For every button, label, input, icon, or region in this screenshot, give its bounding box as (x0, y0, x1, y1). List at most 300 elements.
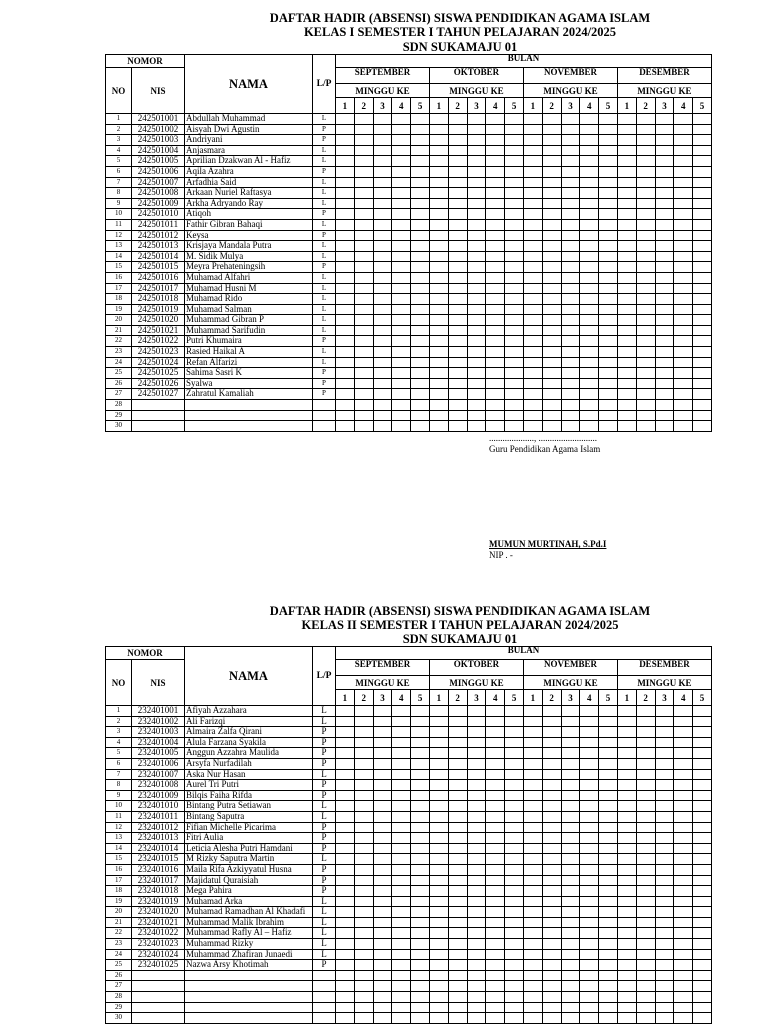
attendance-cell[interactable] (354, 928, 373, 939)
attendance-cell[interactable] (373, 241, 392, 252)
attendance-cell[interactable] (674, 241, 693, 252)
attendance-cell[interactable] (448, 949, 467, 960)
attendance-cell[interactable] (429, 357, 448, 368)
attendance-cell[interactable] (354, 230, 373, 241)
attendance-cell[interactable] (599, 421, 618, 432)
attendance-cell[interactable] (599, 875, 618, 886)
attendance-cell[interactable] (617, 315, 636, 326)
attendance-cell[interactable] (354, 748, 373, 759)
attendance-cell[interactable] (392, 716, 411, 727)
attendance-cell[interactable] (523, 1013, 542, 1024)
attendance-cell[interactable] (411, 992, 430, 1003)
attendance-cell[interactable] (542, 156, 561, 167)
attendance-cell[interactable] (467, 188, 486, 199)
attendance-cell[interactable] (392, 400, 411, 411)
attendance-cell[interactable] (336, 251, 355, 262)
attendance-cell[interactable] (448, 124, 467, 135)
attendance-cell[interactable] (599, 304, 618, 315)
attendance-cell[interactable] (429, 758, 448, 769)
attendance-cell[interactable] (599, 822, 618, 833)
attendance-cell[interactable] (580, 875, 599, 886)
attendance-cell[interactable] (505, 421, 524, 432)
attendance-cell[interactable] (636, 769, 655, 780)
attendance-cell[interactable] (429, 400, 448, 411)
attendance-cell[interactable] (523, 283, 542, 294)
attendance-cell[interactable] (636, 992, 655, 1003)
attendance-cell[interactable] (429, 769, 448, 780)
attendance-cell[interactable] (448, 737, 467, 748)
attendance-cell[interactable] (354, 315, 373, 326)
attendance-cell[interactable] (693, 833, 712, 844)
attendance-cell[interactable] (655, 325, 674, 336)
attendance-cell[interactable] (599, 166, 618, 177)
attendance-cell[interactable] (392, 748, 411, 759)
attendance-cell[interactable] (336, 283, 355, 294)
attendance-cell[interactable] (599, 124, 618, 135)
attendance-cell[interactable] (674, 251, 693, 262)
attendance-cell[interactable] (580, 283, 599, 294)
attendance-cell[interactable] (392, 389, 411, 400)
attendance-cell[interactable] (411, 758, 430, 769)
attendance-cell[interactable] (411, 833, 430, 844)
attendance-cell[interactable] (636, 283, 655, 294)
attendance-cell[interactable] (505, 400, 524, 411)
attendance-cell[interactable] (674, 928, 693, 939)
attendance-cell[interactable] (655, 780, 674, 791)
attendance-cell[interactable] (373, 949, 392, 960)
attendance-cell[interactable] (523, 716, 542, 727)
attendance-cell[interactable] (429, 928, 448, 939)
attendance-cell[interactable] (617, 960, 636, 971)
attendance-cell[interactable] (561, 389, 580, 400)
attendance-cell[interactable] (373, 864, 392, 875)
attendance-cell[interactable] (429, 304, 448, 315)
attendance-cell[interactable] (448, 241, 467, 252)
attendance-cell[interactable] (599, 241, 618, 252)
attendance-cell[interactable] (411, 124, 430, 135)
attendance-cell[interactable] (505, 251, 524, 262)
attendance-cell[interactable] (580, 251, 599, 262)
attendance-cell[interactable] (505, 145, 524, 156)
attendance-cell[interactable] (617, 1013, 636, 1024)
attendance-cell[interactable] (411, 188, 430, 199)
attendance-cell[interactable] (674, 727, 693, 738)
attendance-cell[interactable] (354, 970, 373, 981)
attendance-cell[interactable] (580, 1002, 599, 1013)
attendance-cell[interactable] (505, 780, 524, 791)
attendance-cell[interactable] (693, 1013, 712, 1024)
attendance-cell[interactable] (411, 198, 430, 209)
attendance-cell[interactable] (467, 166, 486, 177)
attendance-cell[interactable] (392, 325, 411, 336)
attendance-cell[interactable] (617, 886, 636, 897)
attendance-cell[interactable] (580, 928, 599, 939)
attendance-cell[interactable] (523, 410, 542, 421)
attendance-cell[interactable] (354, 114, 373, 125)
attendance-cell[interactable] (336, 209, 355, 220)
attendance-cell[interactable] (336, 262, 355, 273)
attendance-cell[interactable] (467, 283, 486, 294)
attendance-cell[interactable] (336, 378, 355, 389)
attendance-cell[interactable] (392, 368, 411, 379)
attendance-cell[interactable] (505, 124, 524, 135)
attendance-cell[interactable] (336, 811, 355, 822)
attendance-cell[interactable] (674, 304, 693, 315)
attendance-cell[interactable] (599, 410, 618, 421)
attendance-cell[interactable] (505, 769, 524, 780)
attendance-cell[interactable] (655, 928, 674, 939)
attendance-cell[interactable] (674, 400, 693, 411)
attendance-cell[interactable] (354, 981, 373, 992)
attendance-cell[interactable] (636, 262, 655, 273)
attendance-cell[interactable] (674, 769, 693, 780)
attendance-cell[interactable] (429, 230, 448, 241)
attendance-cell[interactable] (505, 822, 524, 833)
attendance-cell[interactable] (523, 907, 542, 918)
attendance-cell[interactable] (354, 336, 373, 347)
attendance-cell[interactable] (467, 262, 486, 273)
attendance-cell[interactable] (354, 209, 373, 220)
attendance-cell[interactable] (580, 780, 599, 791)
attendance-cell[interactable] (429, 251, 448, 262)
attendance-cell[interactable] (655, 421, 674, 432)
attendance-cell[interactable] (411, 304, 430, 315)
attendance-cell[interactable] (411, 960, 430, 971)
attendance-cell[interactable] (693, 177, 712, 188)
attendance-cell[interactable] (486, 981, 505, 992)
attendance-cell[interactable] (411, 811, 430, 822)
attendance-cell[interactable] (505, 949, 524, 960)
attendance-cell[interactable] (599, 790, 618, 801)
attendance-cell[interactable] (505, 230, 524, 241)
attendance-cell[interactable] (486, 917, 505, 928)
attendance-cell[interactable] (693, 981, 712, 992)
attendance-cell[interactable] (429, 315, 448, 326)
attendance-cell[interactable] (655, 939, 674, 950)
attendance-cell[interactable] (373, 294, 392, 305)
attendance-cell[interactable] (674, 315, 693, 326)
attendance-cell[interactable] (523, 970, 542, 981)
attendance-cell[interactable] (523, 156, 542, 167)
attendance-cell[interactable] (542, 400, 561, 411)
attendance-cell[interactable] (448, 917, 467, 928)
attendance-cell[interactable] (354, 716, 373, 727)
attendance-cell[interactable] (542, 706, 561, 717)
attendance-cell[interactable] (336, 145, 355, 156)
attendance-cell[interactable] (523, 748, 542, 759)
attendance-cell[interactable] (636, 135, 655, 146)
attendance-cell[interactable] (599, 833, 618, 844)
attendance-cell[interactable] (674, 780, 693, 791)
attendance-cell[interactable] (655, 177, 674, 188)
attendance-cell[interactable] (636, 188, 655, 199)
attendance-cell[interactable] (523, 886, 542, 897)
attendance-cell[interactable] (354, 822, 373, 833)
attendance-cell[interactable] (373, 156, 392, 167)
attendance-cell[interactable] (392, 357, 411, 368)
attendance-cell[interactable] (655, 864, 674, 875)
attendance-cell[interactable] (542, 928, 561, 939)
attendance-cell[interactable] (599, 294, 618, 305)
attendance-cell[interactable] (693, 737, 712, 748)
attendance-cell[interactable] (429, 864, 448, 875)
attendance-cell[interactable] (580, 769, 599, 780)
attendance-cell[interactable] (354, 378, 373, 389)
attendance-cell[interactable] (580, 410, 599, 421)
attendance-cell[interactable] (392, 336, 411, 347)
attendance-cell[interactable] (429, 737, 448, 748)
attendance-cell[interactable] (580, 843, 599, 854)
attendance-cell[interactable] (674, 389, 693, 400)
attendance-cell[interactable] (542, 124, 561, 135)
attendance-cell[interactable] (599, 960, 618, 971)
attendance-cell[interactable] (373, 1013, 392, 1024)
attendance-cell[interactable] (467, 790, 486, 801)
attendance-cell[interactable] (693, 421, 712, 432)
attendance-cell[interactable] (580, 706, 599, 717)
attendance-cell[interactable] (674, 737, 693, 748)
attendance-cell[interactable] (505, 209, 524, 220)
attendance-cell[interactable] (411, 294, 430, 305)
attendance-cell[interactable] (561, 970, 580, 981)
attendance-cell[interactable] (486, 928, 505, 939)
attendance-cell[interactable] (486, 790, 505, 801)
attendance-cell[interactable] (523, 294, 542, 305)
attendance-cell[interactable] (561, 706, 580, 717)
attendance-cell[interactable] (655, 981, 674, 992)
attendance-cell[interactable] (392, 188, 411, 199)
attendance-cell[interactable] (617, 145, 636, 156)
attendance-cell[interactable] (617, 410, 636, 421)
attendance-cell[interactable] (580, 400, 599, 411)
attendance-cell[interactable] (523, 262, 542, 273)
attendance-cell[interactable] (561, 347, 580, 358)
attendance-cell[interactable] (448, 864, 467, 875)
attendance-cell[interactable] (392, 875, 411, 886)
attendance-cell[interactable] (542, 737, 561, 748)
attendance-cell[interactable] (674, 219, 693, 230)
attendance-cell[interactable] (693, 241, 712, 252)
attendance-cell[interactable] (373, 272, 392, 283)
attendance-cell[interactable] (467, 177, 486, 188)
attendance-cell[interactable] (655, 135, 674, 146)
attendance-cell[interactable] (486, 272, 505, 283)
attendance-cell[interactable] (580, 939, 599, 950)
attendance-cell[interactable] (467, 114, 486, 125)
attendance-cell[interactable] (674, 748, 693, 759)
attendance-cell[interactable] (580, 124, 599, 135)
attendance-cell[interactable] (561, 230, 580, 241)
attendance-cell[interactable] (354, 241, 373, 252)
attendance-cell[interactable] (523, 389, 542, 400)
attendance-cell[interactable] (542, 970, 561, 981)
attendance-cell[interactable] (486, 727, 505, 738)
attendance-cell[interactable] (580, 907, 599, 918)
attendance-cell[interactable] (580, 960, 599, 971)
attendance-cell[interactable] (561, 368, 580, 379)
attendance-cell[interactable] (373, 716, 392, 727)
attendance-cell[interactable] (467, 843, 486, 854)
attendance-cell[interactable] (429, 145, 448, 156)
attendance-cell[interactable] (599, 230, 618, 241)
attendance-cell[interactable] (411, 748, 430, 759)
attendance-cell[interactable] (486, 198, 505, 209)
attendance-cell[interactable] (486, 188, 505, 199)
attendance-cell[interactable] (448, 790, 467, 801)
attendance-cell[interactable] (636, 145, 655, 156)
attendance-cell[interactable] (617, 294, 636, 305)
attendance-cell[interactable] (542, 854, 561, 865)
attendance-cell[interactable] (429, 421, 448, 432)
attendance-cell[interactable] (448, 907, 467, 918)
attendance-cell[interactable] (448, 886, 467, 897)
attendance-cell[interactable] (674, 801, 693, 812)
attendance-cell[interactable] (354, 875, 373, 886)
attendance-cell[interactable] (411, 241, 430, 252)
attendance-cell[interactable] (523, 325, 542, 336)
attendance-cell[interactable] (542, 790, 561, 801)
attendance-cell[interactable] (373, 219, 392, 230)
attendance-cell[interactable] (429, 854, 448, 865)
attendance-cell[interactable] (336, 833, 355, 844)
attendance-cell[interactable] (336, 886, 355, 897)
attendance-cell[interactable] (392, 294, 411, 305)
attendance-cell[interactable] (505, 368, 524, 379)
attendance-cell[interactable] (674, 811, 693, 822)
attendance-cell[interactable] (636, 219, 655, 230)
attendance-cell[interactable] (411, 177, 430, 188)
attendance-cell[interactable] (561, 907, 580, 918)
attendance-cell[interactable] (523, 864, 542, 875)
attendance-cell[interactable] (392, 156, 411, 167)
attendance-cell[interactable] (373, 758, 392, 769)
attendance-cell[interactable] (448, 748, 467, 759)
attendance-cell[interactable] (599, 970, 618, 981)
attendance-cell[interactable] (542, 780, 561, 791)
attendance-cell[interactable] (467, 886, 486, 897)
attendance-cell[interactable] (674, 907, 693, 918)
attendance-cell[interactable] (542, 864, 561, 875)
attendance-cell[interactable] (354, 864, 373, 875)
attendance-cell[interactable] (617, 389, 636, 400)
attendance-cell[interactable] (674, 970, 693, 981)
attendance-cell[interactable] (411, 737, 430, 748)
attendance-cell[interactable] (523, 209, 542, 220)
attendance-cell[interactable] (448, 378, 467, 389)
attendance-cell[interactable] (523, 241, 542, 252)
attendance-cell[interactable] (373, 304, 392, 315)
attendance-cell[interactable] (467, 251, 486, 262)
attendance-cell[interactable] (392, 780, 411, 791)
attendance-cell[interactable] (674, 262, 693, 273)
attendance-cell[interactable] (354, 251, 373, 262)
attendance-cell[interactable] (542, 198, 561, 209)
attendance-cell[interactable] (336, 400, 355, 411)
attendance-cell[interactable] (542, 727, 561, 738)
attendance-cell[interactable] (674, 960, 693, 971)
attendance-cell[interactable] (561, 875, 580, 886)
attendance-cell[interactable] (505, 790, 524, 801)
attendance-cell[interactable] (655, 801, 674, 812)
attendance-cell[interactable] (655, 960, 674, 971)
attendance-cell[interactable] (561, 156, 580, 167)
attendance-cell[interactable] (561, 811, 580, 822)
attendance-cell[interactable] (411, 262, 430, 273)
attendance-cell[interactable] (505, 336, 524, 347)
attendance-cell[interactable] (354, 1013, 373, 1024)
attendance-cell[interactable] (373, 145, 392, 156)
attendance-cell[interactable] (429, 992, 448, 1003)
attendance-cell[interactable] (636, 124, 655, 135)
attendance-cell[interactable] (636, 758, 655, 769)
attendance-cell[interactable] (411, 822, 430, 833)
attendance-cell[interactable] (411, 315, 430, 326)
attendance-cell[interactable] (411, 981, 430, 992)
attendance-cell[interactable] (467, 769, 486, 780)
attendance-cell[interactable] (373, 981, 392, 992)
attendance-cell[interactable] (429, 198, 448, 209)
attendance-cell[interactable] (561, 325, 580, 336)
attendance-cell[interactable] (599, 992, 618, 1003)
attendance-cell[interactable] (448, 410, 467, 421)
attendance-cell[interactable] (373, 378, 392, 389)
attendance-cell[interactable] (373, 410, 392, 421)
attendance-cell[interactable] (580, 864, 599, 875)
attendance-cell[interactable] (636, 716, 655, 727)
attendance-cell[interactable] (542, 315, 561, 326)
attendance-cell[interactable] (448, 992, 467, 1003)
attendance-cell[interactable] (336, 156, 355, 167)
attendance-cell[interactable] (392, 949, 411, 960)
attendance-cell[interactable] (392, 262, 411, 273)
attendance-cell[interactable] (599, 758, 618, 769)
attendance-cell[interactable] (693, 283, 712, 294)
attendance-cell[interactable] (617, 219, 636, 230)
attendance-cell[interactable] (617, 790, 636, 801)
attendance-cell[interactable] (655, 114, 674, 125)
attendance-cell[interactable] (542, 875, 561, 886)
attendance-cell[interactable] (486, 801, 505, 812)
attendance-cell[interactable] (411, 347, 430, 358)
attendance-cell[interactable] (523, 896, 542, 907)
attendance-cell[interactable] (486, 833, 505, 844)
attendance-cell[interactable] (693, 822, 712, 833)
attendance-cell[interactable] (561, 790, 580, 801)
attendance-cell[interactable] (336, 928, 355, 939)
attendance-cell[interactable] (336, 758, 355, 769)
attendance-cell[interactable] (636, 790, 655, 801)
attendance-cell[interactable] (674, 188, 693, 199)
attendance-cell[interactable] (336, 716, 355, 727)
attendance-cell[interactable] (354, 219, 373, 230)
attendance-cell[interactable] (580, 421, 599, 432)
attendance-cell[interactable] (392, 981, 411, 992)
attendance-cell[interactable] (411, 1013, 430, 1024)
attendance-cell[interactable] (523, 769, 542, 780)
attendance-cell[interactable] (617, 283, 636, 294)
attendance-cell[interactable] (336, 843, 355, 854)
attendance-cell[interactable] (429, 177, 448, 188)
attendance-cell[interactable] (505, 981, 524, 992)
attendance-cell[interactable] (561, 188, 580, 199)
attendance-cell[interactable] (411, 325, 430, 336)
attendance-cell[interactable] (467, 421, 486, 432)
attendance-cell[interactable] (636, 896, 655, 907)
attendance-cell[interactable] (617, 114, 636, 125)
attendance-cell[interactable] (467, 822, 486, 833)
attendance-cell[interactable] (693, 357, 712, 368)
attendance-cell[interactable] (336, 114, 355, 125)
